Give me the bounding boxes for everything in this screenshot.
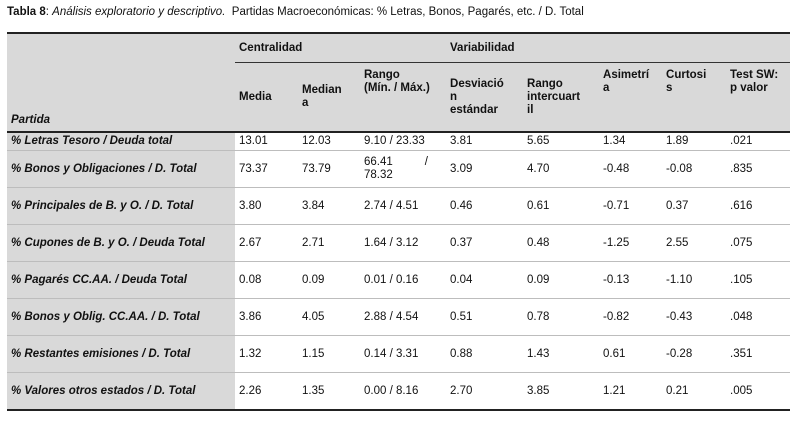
- row-desviacion: 2.70: [450, 384, 473, 397]
- table-row: [7, 373, 790, 411]
- caption-label: Tabla 8: [7, 6, 46, 18]
- row-media: 2.26: [239, 384, 262, 397]
- row-desviacion: 0.37: [446, 225, 523, 262]
- row-asimetria: -0.48: [599, 151, 662, 188]
- row-partida: % Letras Tesoro / Deuda total: [7, 132, 235, 151]
- row-desviacion: 0.46: [446, 188, 523, 225]
- row-media: 2.67: [235, 225, 298, 262]
- row-curtosis: -0.43: [662, 299, 726, 336]
- row-mediana: 3.84: [298, 188, 360, 225]
- header-rango: Rango (Mín. / Máx.): [360, 63, 446, 133]
- row-rango-intercuartil: 5.65: [523, 132, 599, 151]
- row-partida: % Principales de B. y O. / D. Total: [7, 188, 235, 225]
- row-asimetria: 0.61: [599, 336, 662, 373]
- row-test-sw: .048: [726, 299, 790, 336]
- row-rango-intercuartil: 0.78: [523, 299, 599, 336]
- row-test-sw: .005: [730, 384, 753, 397]
- header-partida: Partida: [7, 33, 235, 132]
- row-test-sw: .075: [726, 225, 790, 262]
- row-partida: % Cupones de B. y O. / Deuda Total: [7, 225, 235, 262]
- row-rango-intercuartil: 0.61: [523, 188, 599, 225]
- row-rango-intercuartil: 0.48: [523, 225, 599, 262]
- row-media: 1.32: [235, 336, 298, 373]
- caption-description: Análisis exploratorio y descriptivo.: [52, 6, 226, 18]
- row-asimetria: -0.82: [599, 299, 662, 336]
- row-mediana: 12.03: [298, 132, 360, 151]
- caption-colon: :: [45, 6, 53, 18]
- row-media: 73.37: [235, 151, 298, 188]
- row-test-sw: .616: [726, 188, 790, 225]
- header-mediana: Median a: [298, 63, 360, 133]
- row-curtosis: 0.21: [666, 384, 689, 397]
- row-mediana: 73.79: [298, 151, 360, 188]
- statistics-table: [7, 32, 790, 411]
- row-test-sw: .105: [726, 262, 790, 299]
- row-partida: % Bonos y Oblig. CC.AA. / D. Total: [7, 299, 235, 336]
- row-media: 0.08: [235, 262, 298, 299]
- table-caption: [7, 6, 584, 18]
- row-curtosis: -0.08: [662, 151, 726, 188]
- row-media: 13.01: [235, 132, 298, 151]
- table-row: [7, 188, 790, 225]
- table-row: [7, 336, 790, 373]
- header-variabilidad: Variabilidad: [446, 33, 790, 63]
- row-asimetria: -0.71: [599, 188, 662, 225]
- row-asimetria: -0.13: [599, 262, 662, 299]
- row-test-sw: .351: [726, 336, 790, 373]
- row-test-sw: .021: [726, 132, 790, 151]
- row-media: 3.80: [235, 188, 298, 225]
- row-partida: % Bonos y Obligaciones / D. Total: [7, 151, 235, 188]
- row-desviacion: 0.04: [446, 262, 523, 299]
- header-rango-intercuartil: Rango intercuart il: [523, 63, 599, 133]
- row-desviacion: 0.88: [446, 336, 523, 373]
- header-media: Media: [235, 63, 298, 133]
- row-asimetria: 1.21: [603, 384, 626, 397]
- row-desviacion: 3.81: [446, 132, 523, 151]
- row-curtosis: 0.37: [662, 188, 726, 225]
- row-mediana: 4.05: [298, 299, 360, 336]
- row-partida: % Valores otros estados / D. Total: [7, 373, 235, 411]
- row-mediana: 1.35: [302, 384, 325, 397]
- table-row: [7, 225, 790, 262]
- row-curtosis: -1.10: [662, 262, 726, 299]
- row-rango-intercuartil: 0.09: [523, 262, 599, 299]
- row-desviacion: 0.51: [446, 299, 523, 336]
- row-rango: 66.41 / 78.32: [360, 151, 446, 188]
- row-rango-intercuartil: 3.85: [527, 384, 550, 397]
- header-curtosis: Curtosi s: [662, 63, 726, 133]
- row-mediana: 1.15: [298, 336, 360, 373]
- row-mediana: 2.71: [298, 225, 360, 262]
- row-rango: 2.74 / 4.51: [360, 188, 446, 225]
- row-curtosis: -0.28: [662, 336, 726, 373]
- row-rango: 0.14 / 3.31: [360, 336, 446, 373]
- table-row: [7, 262, 790, 299]
- table-row: [7, 299, 790, 336]
- row-partida: % Restantes emisiones / D. Total: [7, 336, 235, 373]
- row-rango-intercuartil: 1.43: [523, 336, 599, 373]
- caption-rest: Partidas Macroeconómicas: % Letras, Bonos, Pagarés, etc. / D. Total: [225, 6, 584, 18]
- header-asimetria: Asimetrí a: [599, 63, 662, 133]
- row-rango: 2.88 / 4.54: [360, 299, 446, 336]
- row-curtosis: 2.55: [662, 225, 726, 262]
- row-partida: % Pagarés CC.AA. / Deuda Total: [7, 262, 235, 299]
- row-rango: 0.00 / 8.16: [364, 384, 419, 397]
- row-mediana: 0.09: [298, 262, 360, 299]
- row-rango: 1.64 / 3.12: [360, 225, 446, 262]
- table-row: [7, 132, 790, 151]
- row-media: 3.86: [235, 299, 298, 336]
- row-asimetria: 1.34: [599, 132, 662, 151]
- table-row: [7, 151, 790, 188]
- row-curtosis: 1.89: [662, 132, 726, 151]
- row-rango-intercuartil: 4.70: [523, 151, 599, 188]
- row-rango: 9.10 / 23.33: [360, 132, 446, 151]
- row-rango: 0.01 / 0.16: [360, 262, 446, 299]
- header-centralidad: Centralidad: [235, 33, 446, 63]
- header-desviacion: Desviació n estándar: [446, 63, 523, 133]
- header-test-sw: Test SW: p valor: [726, 63, 790, 133]
- row-test-sw: .835: [726, 151, 790, 188]
- row-desviacion: 3.09: [446, 151, 523, 188]
- row-asimetria: -1.25: [599, 225, 662, 262]
